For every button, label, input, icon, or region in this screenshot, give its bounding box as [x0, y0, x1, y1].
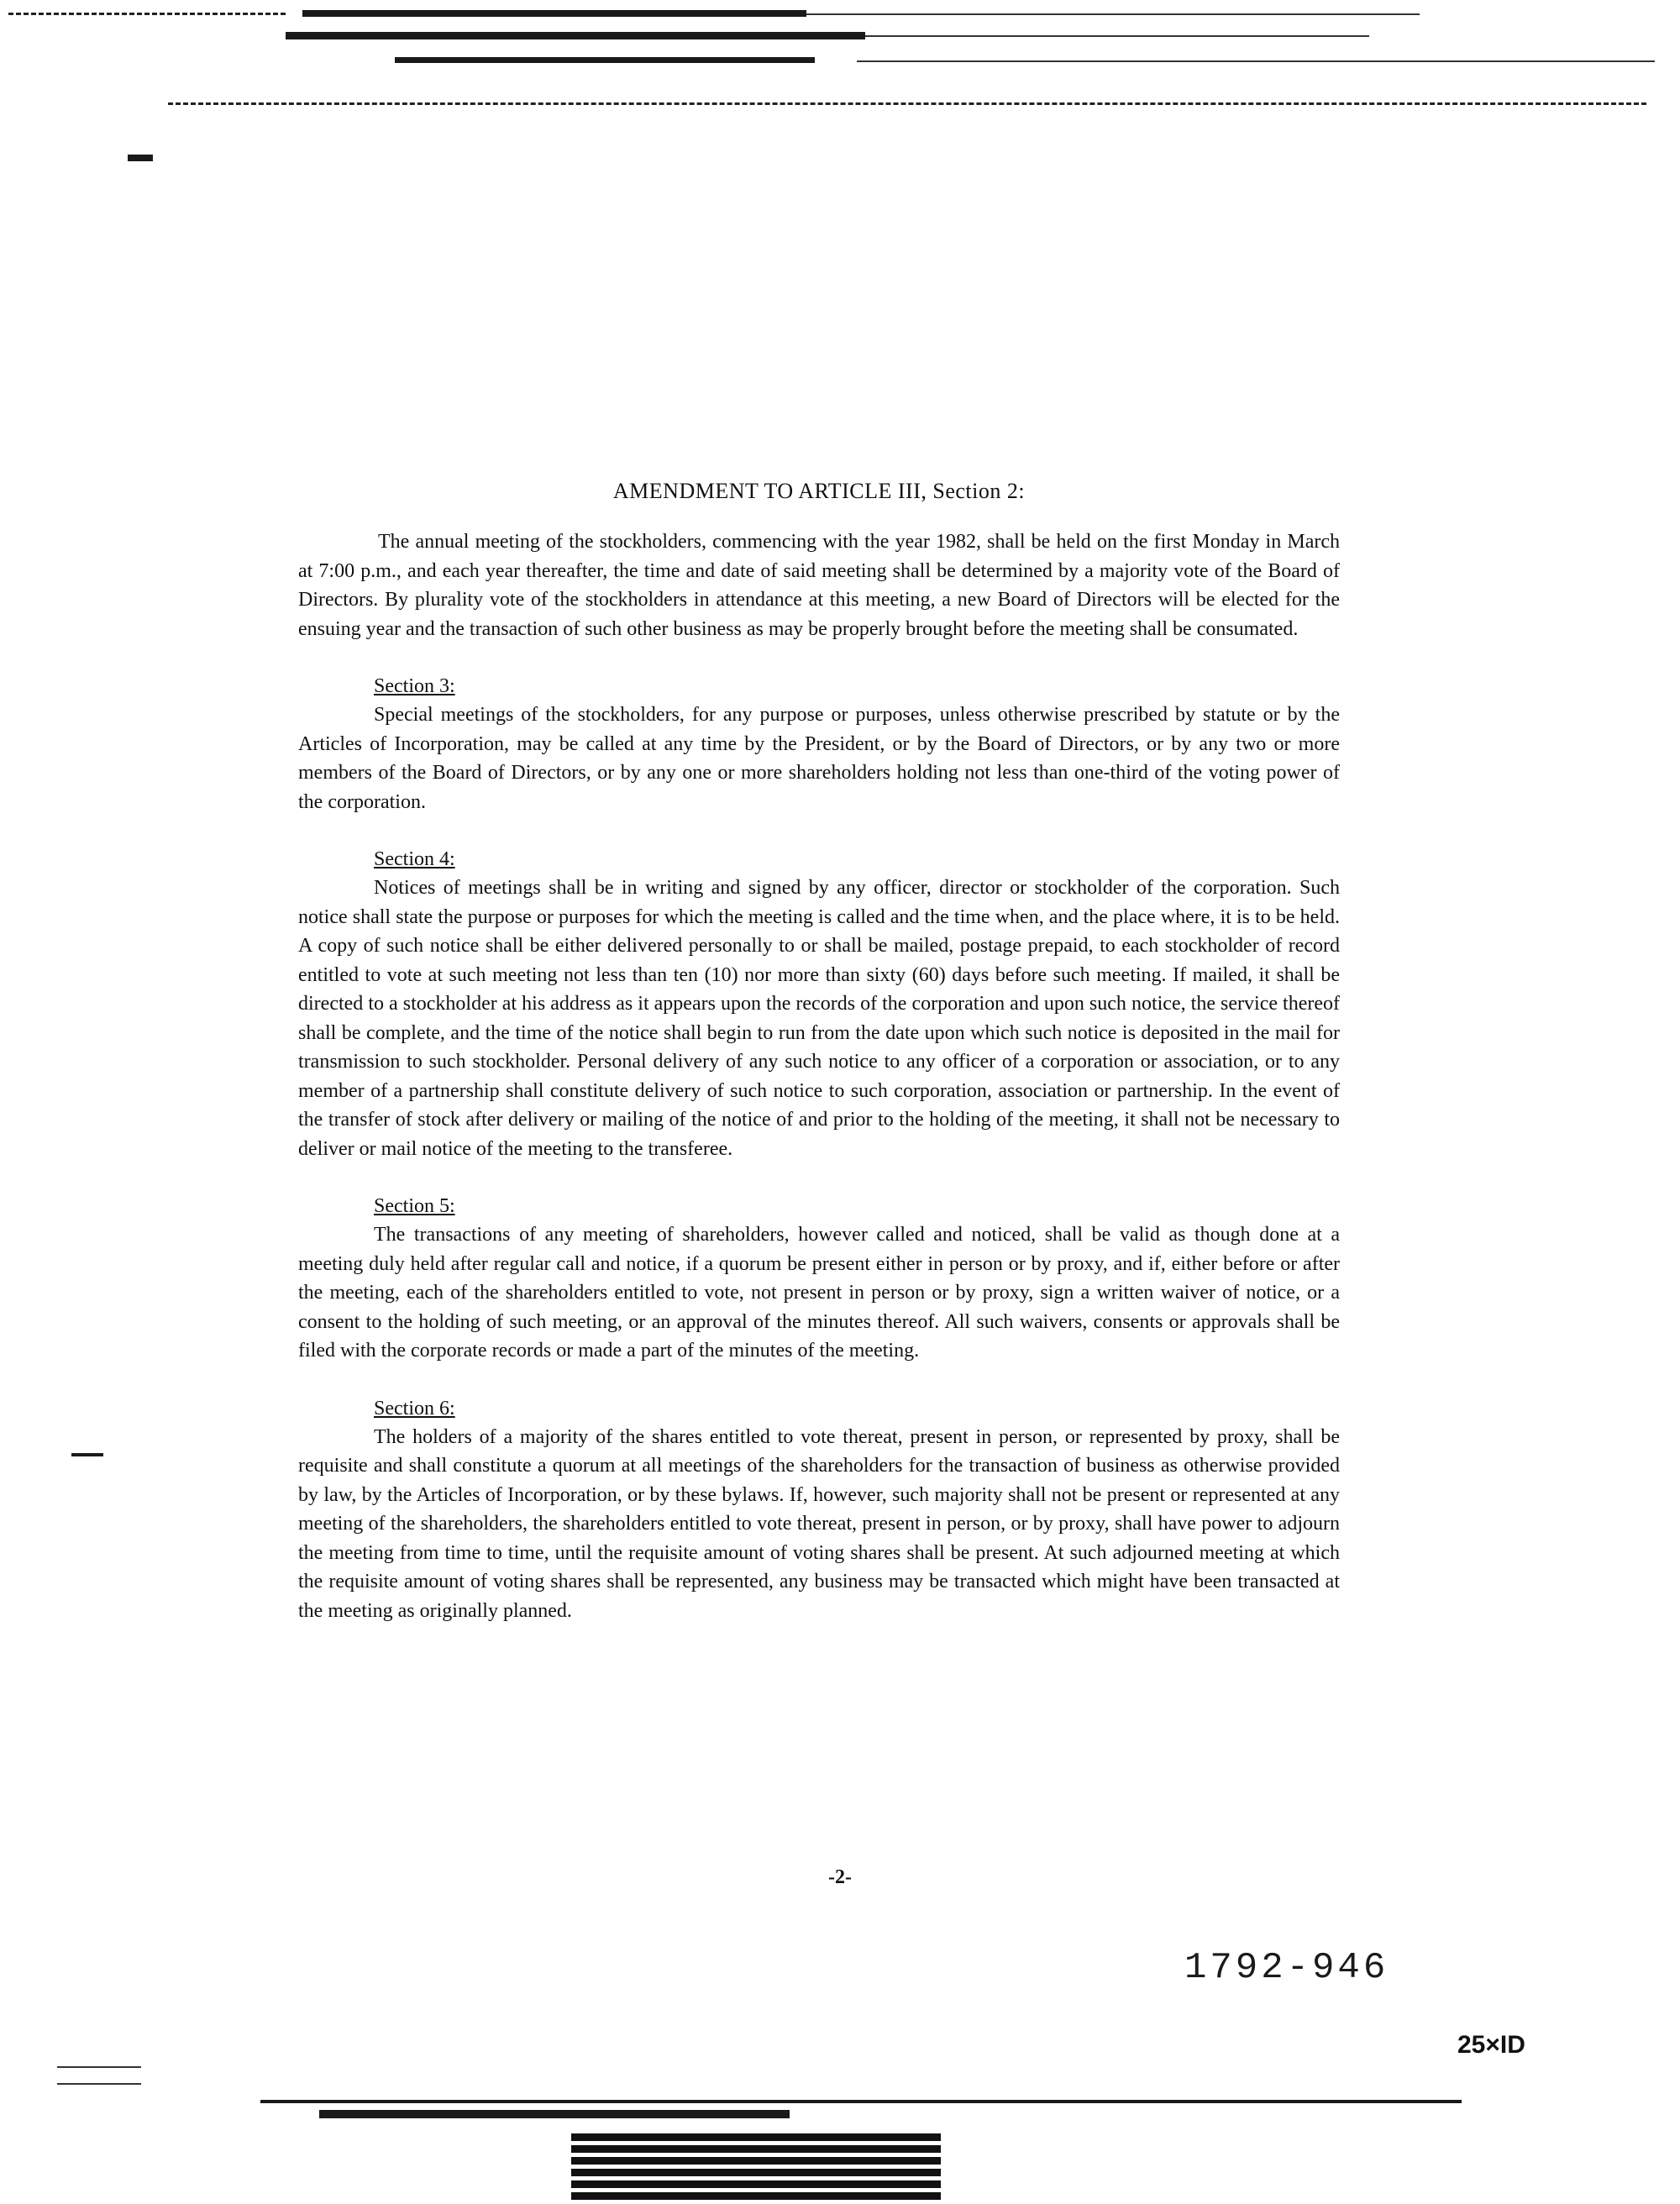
page-number: -2-	[828, 1866, 852, 1888]
scan-line-bottom-left-1	[57, 2066, 141, 2068]
section-4-title: Section 4:	[374, 848, 455, 870]
section-5-text: The transactions of any meeting of shareholders, however called and noticed, shall be valid as though done at a meeting duly held after regular call and notice, if a quorum be present either in person or by proxy, and if, either before or after the meeting, each of the shareholders entitled to vote, not present in person or by proxy, sign a written waiver of notice, or a consent to the holding of such meeting, or an approval of the minutes thereof. All such waivers, consents or approvals shall be filed with the corporate records or made a part of the minutes of the meeting.	[298, 1224, 1340, 1362]
document-number: 1792-946	[1184, 1947, 1389, 1989]
scan-line-top-2	[865, 35, 1369, 37]
section-5	[298, 1192, 1340, 1366]
scan-line-top-1	[806, 13, 1420, 15]
intro-paragraph	[298, 527, 1340, 643]
scan-dashes-top-row	[168, 102, 1646, 105]
scan-artifact-bottom-block-2	[571, 2133, 941, 2201]
scan-mark-left	[128, 155, 153, 161]
scan-artifact-bottom-line	[260, 2100, 1462, 2103]
section-6-title: Section 6:	[374, 1397, 455, 1419]
scan-line-top-3	[857, 60, 1655, 62]
amendment-heading: AMENDMENT TO ARTICLE III, Section 2:	[612, 479, 1026, 503]
section-6-text: The holders of a majority of the shares entitled to vote thereat, present in person, or represented by proxy, shall be requisite and shall constitute a quorum at all meetings of the shareholders for the transaction of business as otherwise provided by law, by the Articles of Incorporation, or by these bylaws. If, however, such majority shall not be present or represented at any meeting of the shareholders, the shareholders entitled to vote thereat, present in person, or by proxy, shall have power to adjourn the meeting from time to time, until the requisite amount of voting shares shall be present. At such adjourned meeting at which the requisite amount of voting shares shall be represented, any business may be transacted which might have been transacted at the meeting as originally planned.	[298, 1425, 1340, 1622]
section-4-text: Notices of meetings shall be in writing and signed by any officer, director or stockholder of the corporation. Such notice shall state the purpose or purposes for which the meeting is called and the time when, and the place where, it is to be held. A copy of such notice shall be either delivered personally to or shall be mailed, postage prepaid, to each stockholder of record entitled to vote at such meeting not less than ten (10) nor more than sixty (60) days before such meeting. If mailed, it shall be directed to a stockholder at his address as it appears upon the records of the corporation and upon such notice, the service thereof shall be complete, and the time of the notice shall begin to run from the date upon which such notice is deposited in the mail for transmission to such stockholder. Personal delivery of any such notice to any officer of a corporation or association, or to any member of a partnership shall constitute delivery of such notice to such corporation, association or partnership. In the event of the transfer of stock after delivery or mailing of the notice of and prior to the holding of the meeting, it shall not be necessary to deliver or mail notice of the meeting to the transferee.	[298, 877, 1340, 1160]
section-4	[298, 845, 1340, 1163]
scan-line-bottom-left-2	[57, 2083, 141, 2085]
scan-artifact-top-3	[395, 57, 815, 63]
section-5-title: Section 5:	[374, 1195, 455, 1217]
release-mark: 25×ID	[1457, 2031, 1525, 2059]
section-3	[298, 672, 1340, 816]
scan-artifact-top-1	[302, 10, 806, 17]
intro-paragraph-text: The annual meeting of the stockholders, commencing with the year 1982, shall be held on the first Monday in March at 7:00 p.m., and each year thereafter, the time and date of said meeting shall be determined by a majority vote of the Board of Directors. By plurality vote of the stockholders in attendance at this meeting, a new Board of Directors will be elected for the ensuing year and the transaction of such other business as may be properly brought before the meeting shall be consumated.	[298, 531, 1340, 640]
section-3-text: Special meetings of the stockholders, for any purpose or purposes, unless otherwise prescribed by statute or by the Articles of Incorporation, may be called at any time by the President, or by the Board of Directors, or by any two or more members of the Board of Directors, or by any one or more shareholders holding not less than one-third of the voting power of the corporation.	[298, 704, 1340, 813]
scan-artifact-top-2	[286, 32, 865, 39]
section-3-title: Section 3:	[374, 675, 455, 697]
margin-mark	[71, 1453, 103, 1456]
scan-dashes-top-left	[8, 13, 286, 15]
document-body	[298, 479, 1340, 1625]
section-6	[298, 1394, 1340, 1626]
scan-artifact-bottom-block-1	[319, 2110, 790, 2118]
